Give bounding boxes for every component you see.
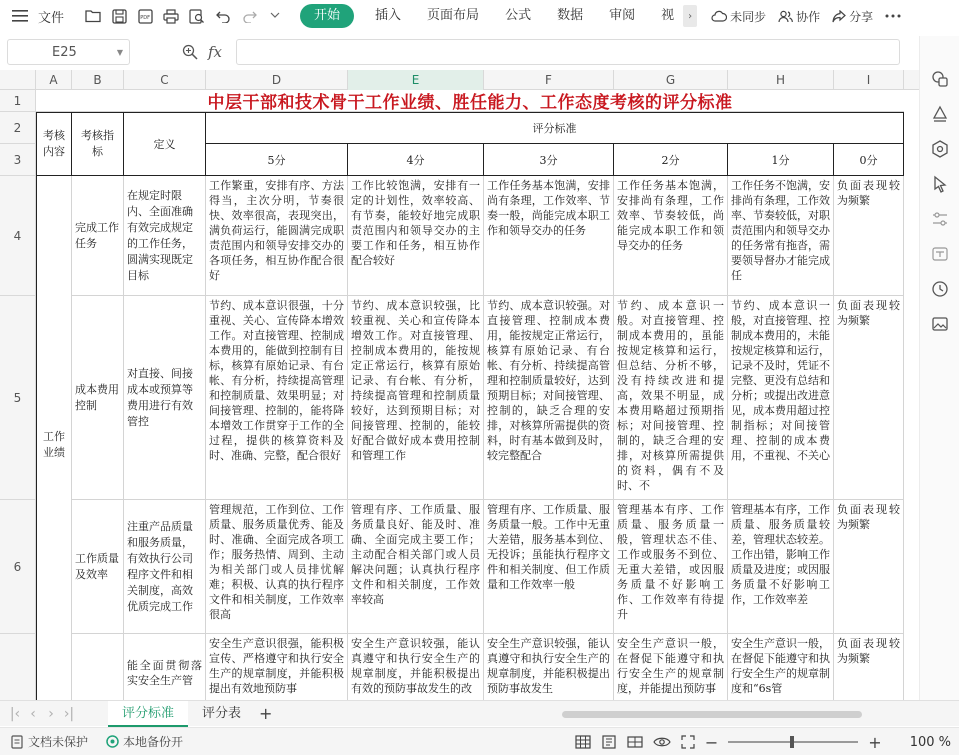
view-controls [575,728,951,755]
people-icon [778,10,793,23]
column-headers [0,70,919,90]
tab-view[interactable]: 视 [661,8,675,23]
header-score-3[interactable]: 3分 [484,144,614,176]
translate-icon[interactable] [929,243,951,265]
zoom-out-icon[interactable]: − [704,732,719,752]
next-sheet-icon[interactable]: › [48,705,54,722]
sheet-title[interactable]: 中层干部和技术骨干工作业绩、胜任能力、工作态度考核的评分标准 [36,90,904,112]
cell-reference: E25 [52,44,77,60]
header-score-0[interactable]: 0分 [834,144,904,176]
doc-protection-status[interactable] [10,733,88,750]
tabs-scroll-right-icon[interactable]: › [683,5,697,27]
score-1-cell[interactable]: 管理基本有序，工作质量、服务质量较差，管理状态较差。工作出错，影响工作质量及进度；或因服务质量不好影响工作，工作效率差 [728,500,834,634]
sheet-tab-scoring-form[interactable]: 评分表 [202,705,242,721]
add-sheet-icon[interactable]: + [259,704,273,723]
right-sidebar [919,36,959,700]
score-1-cell[interactable]: 安全生产意识一般，在督促下能遵守和执行安全生产的规章制度和“6s管 [728,634,834,700]
print-preview-icon[interactable] [186,5,208,27]
ai-assistant-icon[interactable] [929,138,951,160]
share-button[interactable] [832,8,873,25]
quick-access-toolbar [82,5,286,27]
header-score-5[interactable]: 5分 [206,144,348,176]
share-icon [832,10,846,23]
tab-data[interactable]: 数据 [557,8,584,23]
more-options-icon[interactable] [885,14,901,18]
undo-icon[interactable] [212,5,234,27]
score-0-cell[interactable]: 负面表现较为频繁 [834,634,904,700]
image-gallery-icon[interactable] [929,313,951,335]
score-4-cell[interactable]: 安全生产意识较强，能认真遵守和执行安全生产的规章制度，并能积极提出有效的预防事故发生的改 [348,634,484,700]
score-3-cell[interactable]: 工作任务基本饱满，安排尚有条理，工作效率、节奏一般，尚能完成本职工作和领导交办的任务 [484,176,614,296]
score-0-cell[interactable]: 负面表现较为频繁 [834,176,904,296]
open-folder-icon[interactable] [82,5,104,27]
history-icon[interactable] [929,278,951,300]
category-work-performance[interactable]: 工作业绩 [36,176,72,700]
score-2-cell[interactable]: 管理基本有序、工作质量、服务质量一般，管理状态不佳、工作或服务不到位、无重大差错，或因服务质量不好影响工作、工作效率有待提升 [614,500,728,634]
column-header-e[interactable]: E [348,70,484,90]
collaborate-button[interactable] [778,8,820,25]
backup-status-icon [106,735,119,748]
row-header-5[interactable]: 5 [0,296,36,500]
score-5-cell[interactable]: 管理规范，工作到位、工作质量、服务质量优秀、能及时、准确、全面完成各项工作；服务热情、周到、主动为相关部门或人员排忧解难；积极、认真的执行程序文件和相关制度，工作效率很高 [206,500,348,634]
column-header-i[interactable]: I [834,70,904,90]
quick-access-more-icon[interactable] [264,5,286,27]
save-icon[interactable] [108,5,130,27]
header-indicator[interactable]: 考核指标 [72,112,124,176]
print-icon[interactable] [160,5,182,27]
column-header-b[interactable]: B [72,70,124,90]
prev-sheet-icon[interactable]: ‹ [30,705,36,722]
backup-label: 本地备份开 [123,735,184,749]
column-header-a[interactable]: A [36,70,72,90]
score-2-cell[interactable]: 工作任务基本饱满，安排尚有条理，工作效率、节奏较低，尚能完成本职工作和领导交办的任务 [614,176,728,296]
row-header-4[interactable]: 4 [0,176,36,296]
row-header-1[interactable]: 1 [0,90,36,112]
name-box-dropdown-icon[interactable]: ▼ [116,47,123,57]
definition-cell[interactable]: 在规定时限内、全面准确有效完成规定的工作任务，圆满实现既定目标 [124,176,206,296]
header-scoring[interactable]: 评分标准 [206,112,904,144]
score-2-cell[interactable]: 节约、成本意识一般。对直接管理、控制成本费用的，虽能按规定核算和运行，但总结、分析不够，没有持续改进和提高，效果不明显，成本费用略超过预期指标；对间接管理、控制的，缺乏合理的安排，对核算所需提供的资料，偶有不及时、不 [614,296,728,500]
document-lock-icon [10,735,24,749]
column-header-c[interactable]: C [124,70,206,90]
shapes-icon[interactable] [929,68,951,90]
indicator-cell[interactable]: 成本费用控制 [72,296,124,500]
score-4-cell[interactable]: 工作比较饱满，安排有一定的计划性，效率较高、有节奏，能较好地完成职责范围内和领导交办的主要工作和任务，相互协作配合较好 [348,176,484,296]
ribbon-tabs [300,4,697,28]
menu-bar [0,0,959,32]
sync-label: 未同步 [730,9,767,24]
tab-insert[interactable]: 插入 [375,8,402,23]
sheet-tab-scoring-criteria[interactable]: 评分标准 [108,701,188,727]
scrollbar-thumb[interactable] [562,711,862,718]
column-header-d[interactable]: D [206,70,348,90]
column-header-g[interactable]: G [614,70,728,90]
last-sheet-icon[interactable]: ›| [63,705,75,722]
indicator-cell[interactable]: 工作质量及效率 [72,500,124,634]
svg-text:PDF: PDF [139,14,150,21]
tab-page-layout[interactable]: 页面布局 [427,8,480,23]
score-4-cell[interactable]: 管理有序、工作质量、服务质量良好、能及时、准确、全面完成主要工作；主动配合相关部门或人员解决问题；认真执行程序文件和相关制度，工作效率较高 [348,500,484,634]
indicator-cell[interactable] [72,634,124,700]
score-1-cell[interactable]: 工作任务不饱满，安排尚有条理，工作效率、节奏较低，对职责范围内和领导交办的任务常有拖沓，需要领导督办才能完成任 [728,176,834,296]
zoom-formula-icon[interactable] [180,42,200,62]
tab-formulas[interactable]: 公式 [505,8,532,23]
fullscreen-icon[interactable] [681,735,695,749]
header-score-4[interactable]: 4分 [348,144,484,176]
definition-cell[interactable]: 能全面贯彻落实安全生产管 [124,634,206,700]
horizontal-scrollbar[interactable] [540,708,900,720]
zoom-level[interactable]: 100 % [909,734,951,750]
score-0-cell[interactable]: 负面表现较为频繁 [834,296,904,500]
page-layout-view-icon[interactable] [601,735,617,749]
cell-area [36,90,919,700]
score-3-cell[interactable]: 节约、成本意识较强。对直接管理、控制成本费用，能按规定正常运行，核算有原始记录、有台帐、有分析、持续提高管理和控制质量较好，达到预期目标；对间接管理、控制的，缺乏合理的安排，对核算所需提供的资料，时有基本做到及时，较完整配合 [484,296,614,500]
score-1-cell[interactable]: 节约、成本意识一般，对直接管理、控制成本费用的，未能按规定核算和运行，记录不及时，凭证不完整、更没有总结和分析；或提出改进意见，成本费用超过控制指标；对间接管理、控制的成本费用，不重视、不关心 [728,296,834,500]
sync-status[interactable] [711,8,766,25]
settings-sliders-icon[interactable] [929,208,951,230]
local-backup-status[interactable] [106,733,183,750]
zoom-slider-thumb[interactable] [790,736,794,748]
row-header-3[interactable]: 3 [0,144,36,176]
definition-cell[interactable]: 对直接、间接成本或预算等费用进行有效管控 [124,296,206,500]
row-header-6[interactable]: 6 [0,500,36,634]
status-bar [0,727,959,755]
row-header-7[interactable] [0,634,36,700]
score-5-cell[interactable]: 工作繁重，安排有序、方法得当，主次分明，节奏很快、效率很高，表现突出，满负荷运行，能圆满完成职责范围内和领导安排交办的各项任务，相互协作配合很好 [206,176,348,296]
header-score-1[interactable]: 1分 [728,144,834,176]
column-header-f[interactable]: F [484,70,614,90]
score-3-cell[interactable]: 安全生产意识较强，能认真遵守和执行安全生产的规章制度，并能积极提出预防事故发生 [484,634,614,700]
score-3-cell[interactable]: 管理有序、工作质量、服务质量一般。工作中无重大差错，服务基本到位、无投诉；虽能执行程序文件和相关制度、但工作质量和工作效率一般 [484,500,614,634]
cloud-icon [711,10,727,22]
first-sheet-icon[interactable]: |‹ [9,705,21,722]
header-score-2[interactable]: 2分 [614,144,728,176]
zoom-slider[interactable] [728,741,858,743]
protect-label: 文档未保护 [28,735,89,749]
score-5-cell[interactable]: 节约、成本意识很强，十分重视、关心、宣传降本增效工作。对直接管理、控制成本费用的，能做到控制有目标，核算有原始记录、有台帐、有分析，持续提高管理和控制质量、效果明显；对间接管理、控制的，能将降本增效工作贯穿于工作的全过程，提供的核算资料及时、准确、完整，配合很好 [206,296,348,500]
select-cursor-icon[interactable] [929,173,951,195]
reading-mode-icon[interactable] [653,736,671,748]
collab-label: 协作 [796,9,821,24]
sheet-tabs-bar [0,700,959,726]
redo-icon[interactable] [238,5,260,27]
file-menu[interactable]: 文件 [38,10,65,26]
score-2-cell[interactable]: 安全生产意识一般，在督促下能遵守和执行安全生产的规章制度，并能提出预防事 [614,634,728,700]
select-all-corner[interactable] [0,70,36,90]
export-pdf-icon[interactable] [134,5,156,27]
style-brush-icon[interactable] [929,103,951,125]
spreadsheet-grid [0,70,919,700]
score-5-cell[interactable]: 安全生产意识很强，能积极宣传、严格遵守和执行安全生产的规章制度，并能积极提出有效地预防事 [206,634,348,700]
name-box[interactable] [7,39,130,65]
zoom-in-icon[interactable]: + [868,732,882,752]
normal-view-icon[interactable] [575,735,591,749]
row-header-2[interactable]: 2 [0,112,36,144]
score-4-cell[interactable]: 节约、成本意识较强，比较重视、关心和宣传降本增效工作。对直接管理、控制成本费用的，能按规定正常运行，核算有原始记录、有台帐、有分析，持续提高管理和控制质量较好，达到预期目标；对间接管理、控制的，能较好配合做好成本费用控制和管理工作 [348,296,484,500]
page-break-view-icon[interactable] [627,735,643,749]
insert-function-button[interactable]: fx [208,43,223,61]
tab-home[interactable]: 开始 [300,4,354,28]
hamburger-menu-icon[interactable] [8,4,32,28]
formula-input[interactable] [236,39,900,65]
indicator-cell[interactable]: 完成工作任务 [72,176,124,296]
share-label: 分享 [849,9,874,24]
score-0-cell[interactable]: 负面表现较为频繁 [834,500,904,634]
header-definition[interactable]: 定义 [124,112,206,176]
column-header-h[interactable]: H [728,70,834,90]
header-content[interactable]: 考核内容 [36,112,72,176]
definition-cell[interactable]: 注重产品质量和服务质量，有效执行公司程序文件和相关制度，高效优质完成工作 [124,500,206,634]
tab-review[interactable]: 审阅 [609,8,636,23]
header-actions [711,8,901,25]
formula-bar [0,36,920,68]
